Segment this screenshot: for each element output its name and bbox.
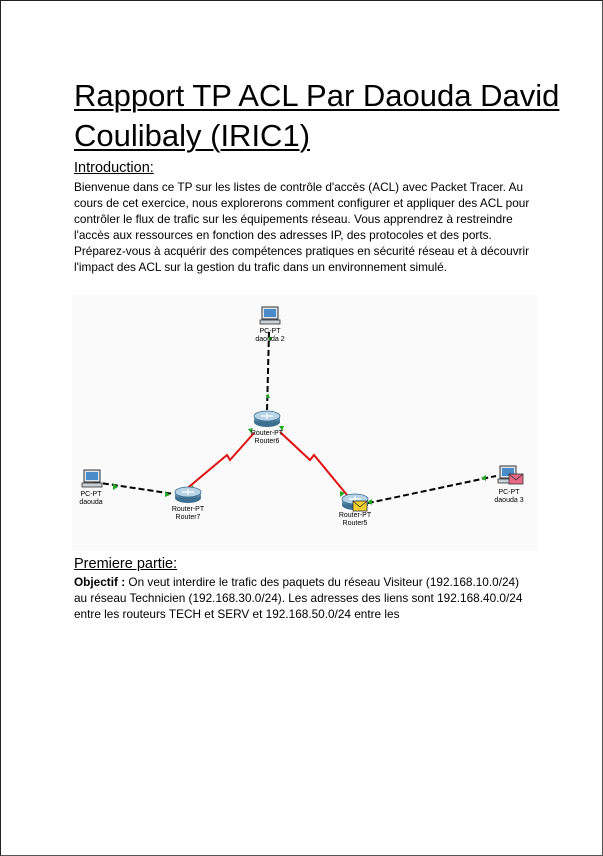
objective-paragraph (74, 574, 534, 622)
device-label: daouda 2 (255, 336, 285, 343)
pc-icon (82, 470, 102, 487)
introduction-paragraph: Bienvenue dans ce TP sur les listes de contrôle d'accès (ACL) avec Packet Tracer. Au cours de cet exercice, nous explorerons comment configurer et appliquer des ACL pour contrôler le flux de trafic sur les équipements réseau. Vous apprendrez à restreindre l'accès aux ressources en fonction des adresses IP, des protocoles et des ports. Préparez-vous à acquérir des compétences pratiques en sécurité réseau et à découvrir l'impact des ACL sur la gestion du trafic dans un environnement simulé. (74, 180, 530, 274)
introduction-heading: Introduction: (74, 160, 154, 176)
topology-svg (72, 295, 538, 551)
device-label: Router7 (175, 514, 201, 521)
device-label: Router-PT (250, 430, 284, 437)
device-label: Router-PT (338, 512, 372, 519)
device-label: Router-PT (171, 506, 205, 513)
objective-label: Objectif : (74, 575, 126, 589)
envelope-icon (509, 474, 523, 484)
diagram-background (72, 295, 538, 551)
envelope-icon (353, 501, 367, 511)
device-label: PC-PT (498, 489, 520, 496)
device-label: Router6 (254, 438, 280, 445)
document-title: Rapport TP ACL Par Daouda David Coulibaly (IRIC1) (74, 78, 560, 153)
device-label: daouda (79, 499, 103, 506)
router-icon (175, 487, 201, 503)
device-label: PC-PT (80, 491, 102, 498)
part1-heading: Premiere partie: (74, 556, 178, 572)
network-topology-diagram (72, 295, 538, 551)
pc-icon (260, 307, 280, 324)
device-label: Router5 (342, 520, 368, 527)
router-icon (254, 411, 280, 427)
objective-text: On veut interdire le trafic des paquets du réseau Visiteur (192.168.10.0/24) au réseau Technicien (192.168.30.0/24). Les adresses des liens sont 192.168.40.0/24 entre les routeurs TECH et SERV et 192.168.50.0/24 entre les (74, 575, 523, 621)
device-label: daouda 3 (494, 497, 524, 504)
device-label: PC-PT (259, 328, 281, 335)
